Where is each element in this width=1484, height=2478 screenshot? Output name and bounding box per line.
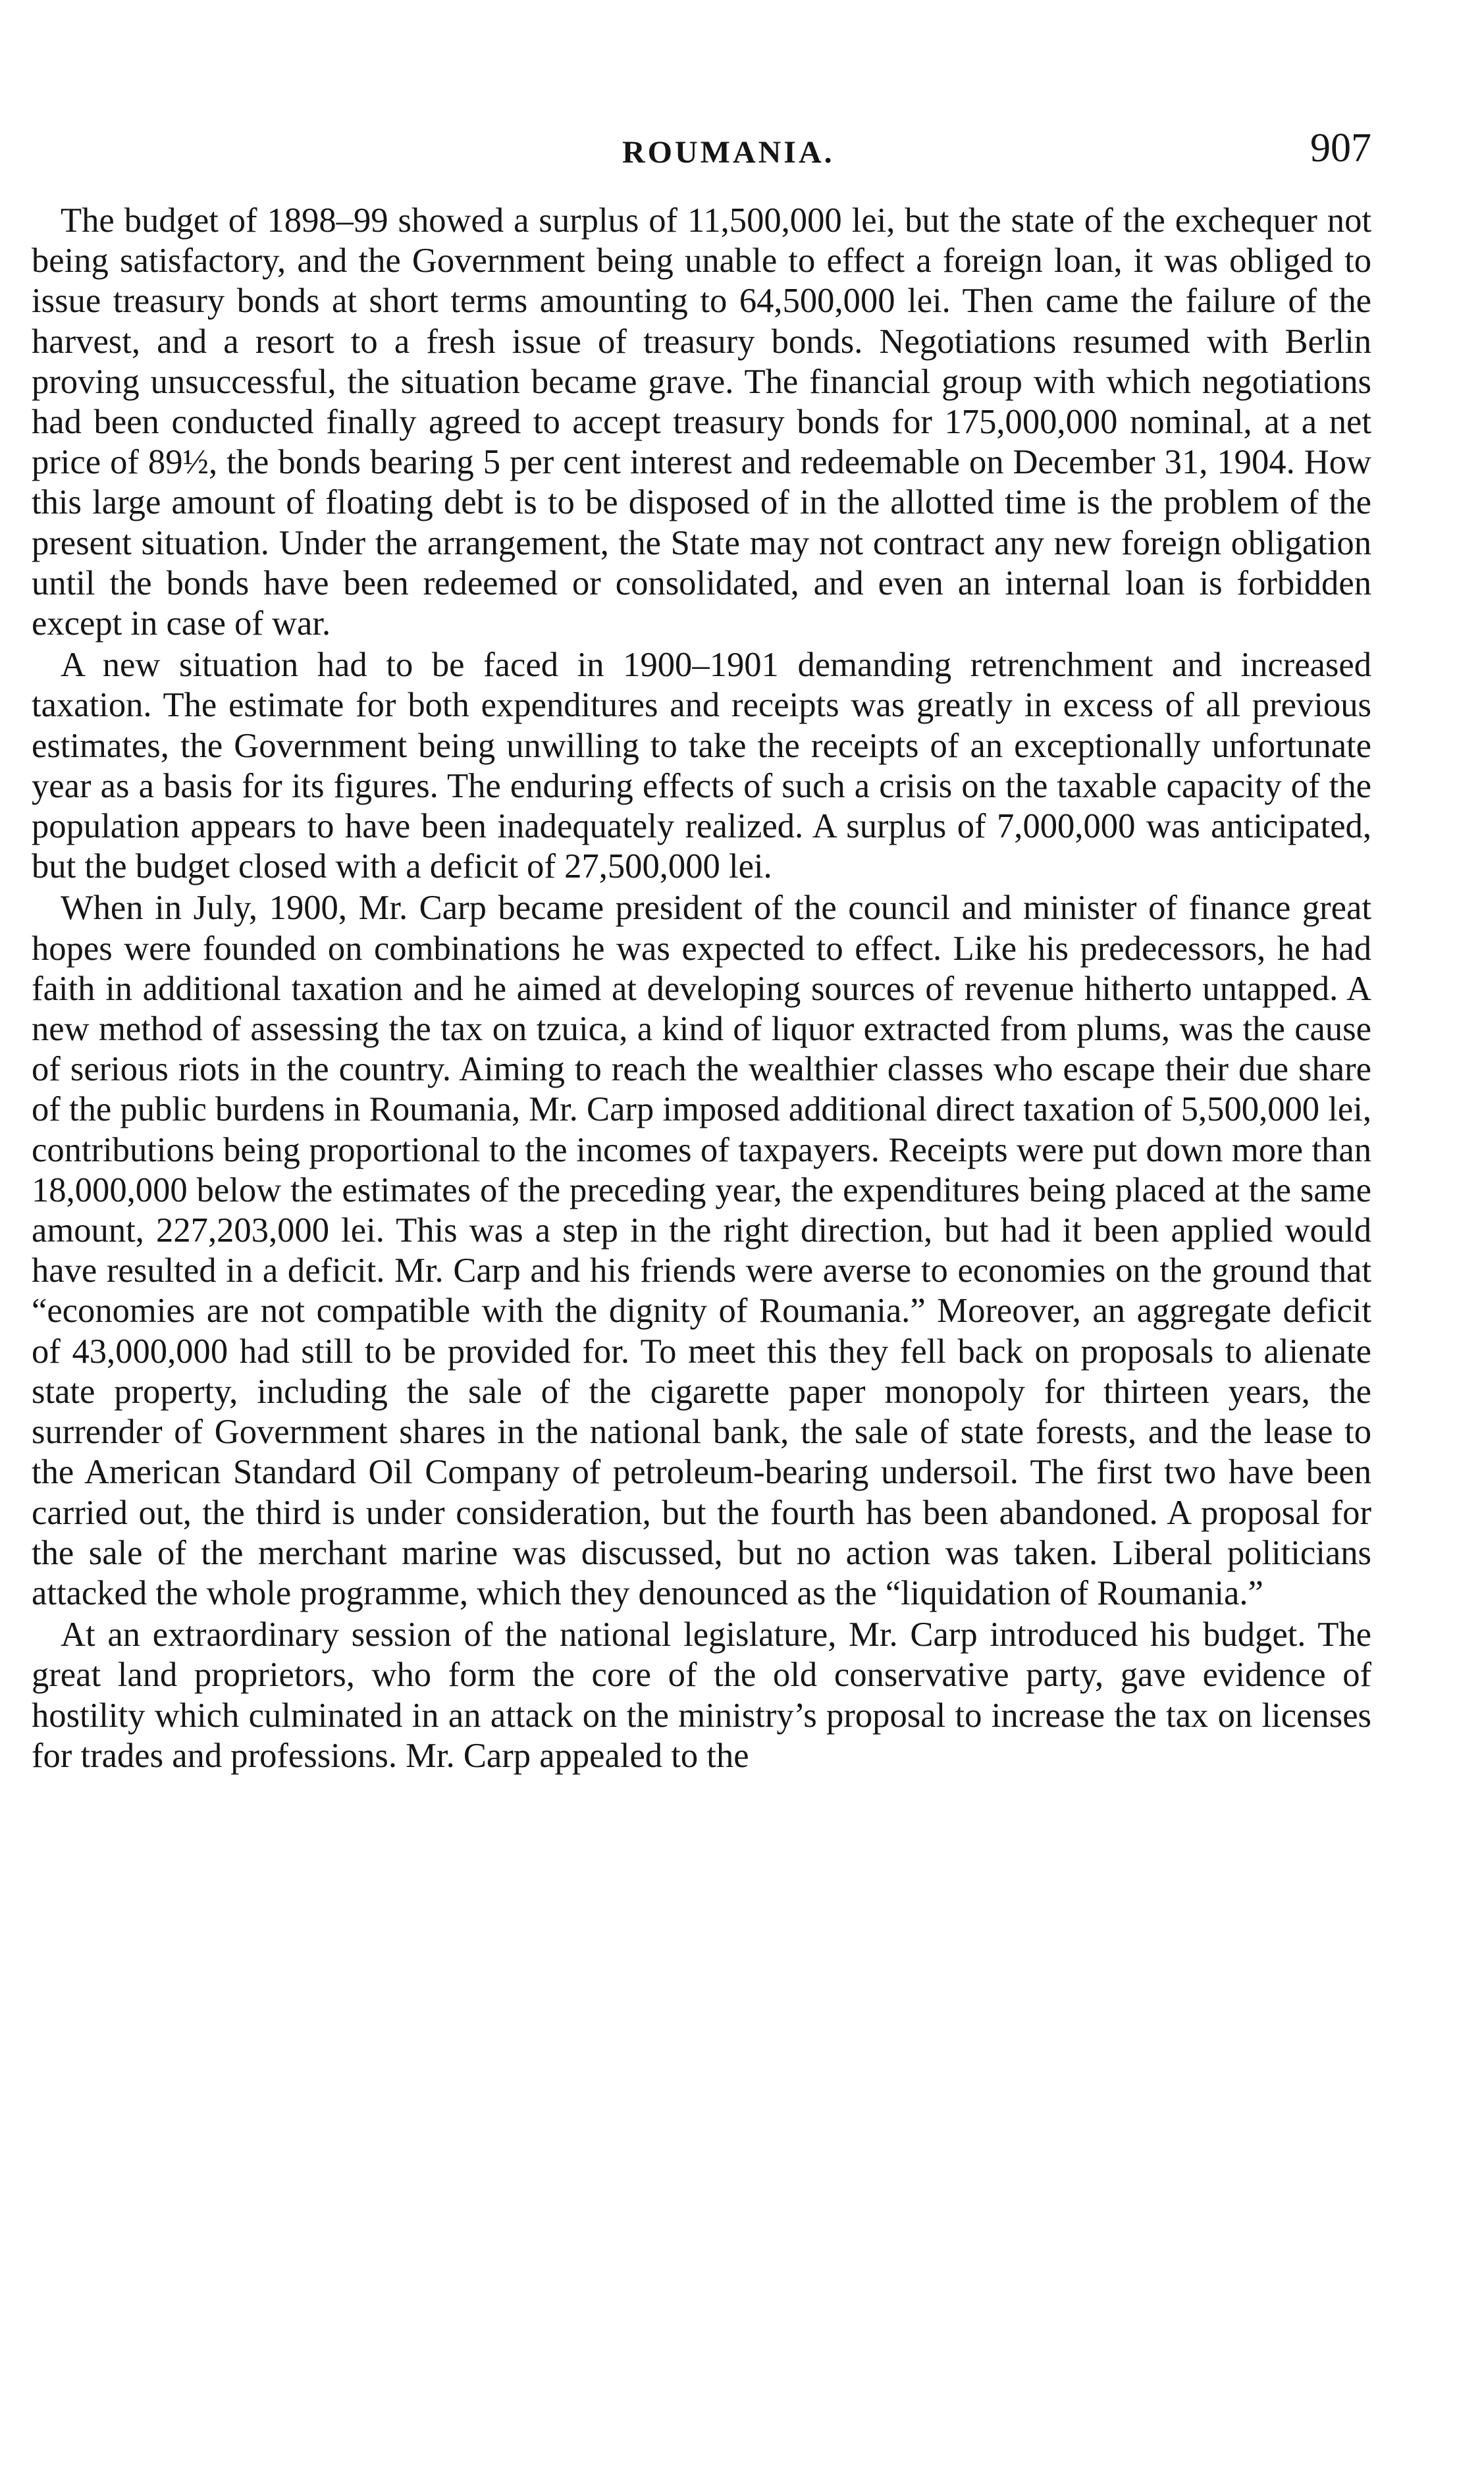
paragraph-situation-1900: A new situation had to be faced in 1900–1901 demanding retrenchment and increased taxation. The estimate for both expenditures and receipts was greatly in excess of all previous estimates, the Government being unwilling to take the receipts of an exceptionally unfortunate year as a basis for its figures. The enduring effects of such a crisis on the taxable capacity of the population appears to have been inadequately realized. A surplus of 7,000,000 was anticipated, but the budget closed with a deficit of 27,500,000 lei. [32,646,1371,886]
paragraph-carp-finance: When in July, 1900, Mr. Carp became president of the council and minister of finance great hopes were founded on combinations he was expected to effect. Like his predecessors, he had faith in additional taxation and he aimed at developing sources of revenue hitherto untapped. A new method of assessing the tax on tzuica, a kind of liquor extracted from plums, was the cause of serious riots in the country. Aiming to reach the wealthier classes who escape their due share of the public burdens in Roumania, Mr. Carp imposed additional direct taxation of 5,500,000 lei, contributions being proportional to the incomes of taxpayers. Receipts were put down more than 18,000,000 below the estimates of the preceding year, the expenditures being placed at the same amount, 227,203,000 lei. This was a step in the right direction, but had it been applied would have resulted in a deficit. Mr. Carp and his friends were averse to economies on the ground that “economies are not compatible with the dignity of Roumania.” Moreover, an aggregate deficit of 43,000,000 had still to be provided for. To meet this they fell back on proposals to alienate state property, including the sale of the cigarette paper monopoly for thirteen years, the surrender of Government shares in the national bank, the sale of state forests, and the lease to the American Standard Oil Company of petroleum-bearing undersoil. The first two have been carried out, the third is under consideration, but the fourth has been abandoned. A proposal for the sale of the merchant marine was discussed, but no action was taken. Liberal politicians attacked the whole programme, which they denounced as the “liquidation of Roumania.” [32,889,1371,1612]
paragraph-budget-1898: The budget of 1898–99 showed a surplus of 11,500,000 lei, but the state of the exchequer not being satisfactory, and the Government being unable to effect a foreign loan, it was obliged to issue treasury bonds at short terms amounting to 64,500,000 lei. Then came the failure of the harvest, and a resort to a fresh issue of treasury bonds. Negotiations resumed with Berlin proving unsuccessful, the situation became grave. The financial group with which negotiations had been conducted finally agreed to accept treasury bonds for 175,000,000 nominal, at a net price of 89½, the bonds bearing 5 per cent interest and redeemable on December 31, 1904. How this large amount of floating debt is to be disposed of in the allotted time is the problem of the present situation. Under the arrangement, the State may not contract any new foreign obligation until the bonds have been redeemed or consolidated, and even an internal loan is forbidden except in case of war. [32,201,1371,643]
body-text [32,201,1371,1776]
page-number: 907 [1310,126,1371,171]
running-head [0,125,1484,184]
running-title: ROUMANIA. [622,135,835,170]
paragraph-extraordinary-session: At an extraordinary session of the national legislature, Mr. Carp introduced his budget. The great land proprietors, who form the core of the old conservative party, gave evidence of hostility which culminated in an attack on the ministry’s proposal to increase the tax on licenses for trades and professions. Mr. Carp appealed to the [32,1616,1371,1775]
